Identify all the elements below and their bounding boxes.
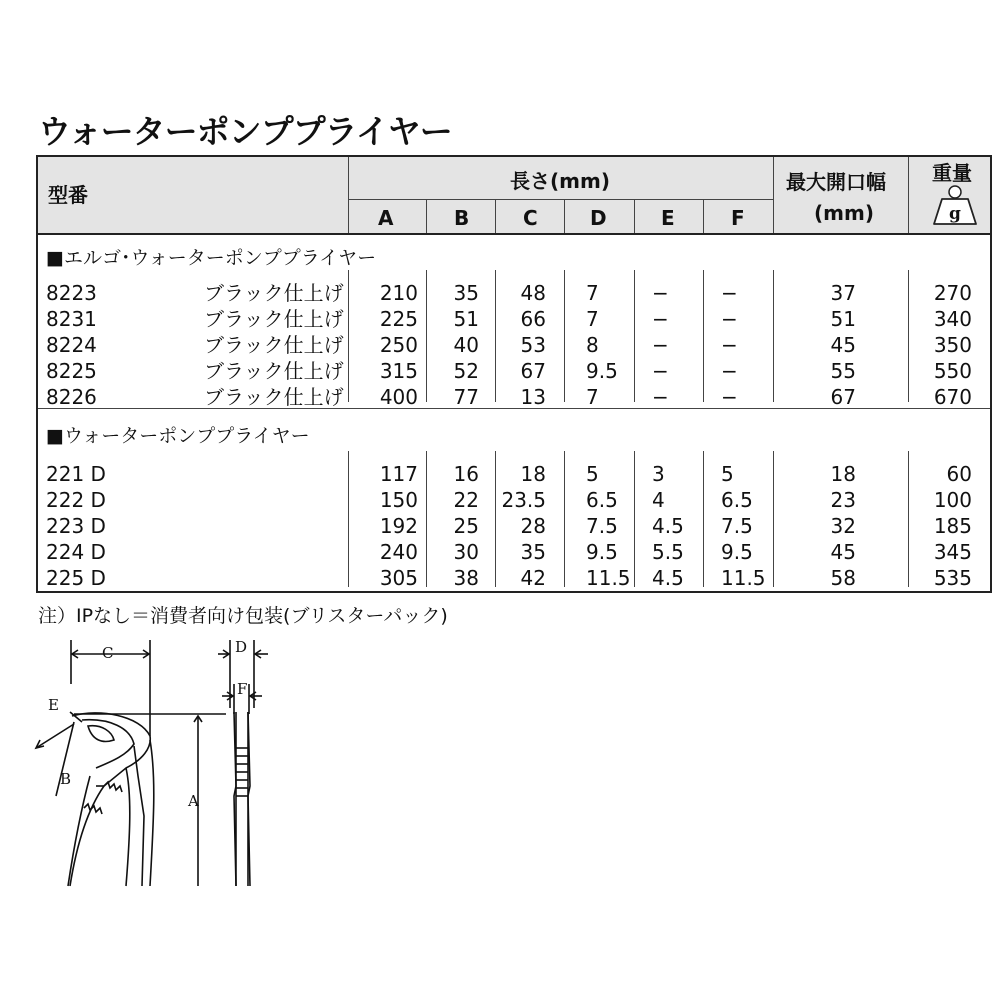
dim-c-cell: 53 (520, 333, 546, 357)
dim-a-cell: 225 (379, 307, 418, 331)
dim-e-cell: − (652, 385, 669, 409)
model-cell: 8224 (46, 333, 97, 357)
dim-b-cell: 38 (453, 566, 479, 590)
table-row (38, 279, 990, 305)
dim-a-cell: 315 (379, 359, 418, 383)
weight-cell: 350 (933, 333, 972, 357)
max-open-cell: 67 (830, 385, 856, 409)
dim-label-e: E (48, 696, 59, 714)
dim-c-cell: 66 (520, 307, 546, 331)
dim-c-cell: 48 (520, 281, 546, 305)
dim-d-cell: 6.5 (586, 488, 618, 512)
divider (348, 199, 773, 200)
dim-c-cell: 35 (520, 540, 546, 564)
header-col-d: D (590, 206, 607, 230)
dim-f-cell: − (721, 359, 738, 383)
footnote: 注）IPなし＝消費者向け包装(ブリスターパック) (38, 605, 448, 627)
dim-b-cell: 51 (453, 307, 479, 331)
weight-cell: 535 (933, 566, 972, 590)
weight-cell: 60 (946, 462, 972, 486)
weight-icon-label: g (949, 204, 961, 224)
dim-b-cell: 16 (453, 462, 479, 486)
finish-cell: ブラック仕上げ (204, 359, 344, 383)
header-model: 型番 (48, 183, 88, 207)
header-col-b: B (454, 206, 470, 230)
model-cell: 223 D (46, 514, 106, 538)
divider (426, 199, 427, 233)
section-label-ergo: ■エルゴ･ウォーターポンププライヤー (46, 247, 377, 269)
max-open-cell: 23 (830, 488, 856, 512)
dim-label-a: A (188, 792, 199, 810)
table-row (38, 538, 990, 564)
model-cell: 224 D (46, 540, 106, 564)
model-cell: 8231 (46, 307, 97, 331)
dim-e-cell: 3 (652, 462, 665, 486)
dim-c-cell: 13 (520, 385, 546, 409)
header-col-f: F (731, 206, 745, 230)
weight-cell: 270 (933, 281, 972, 305)
model-cell: 8226 (46, 385, 97, 409)
dim-b-cell: 35 (453, 281, 479, 305)
max-open-cell: 45 (830, 333, 856, 357)
section-label-standard: ■ウォーターポンププライヤー (46, 425, 310, 447)
header-col-c: C (523, 206, 538, 230)
dim-e-cell: − (652, 281, 669, 305)
dim-f-cell: − (721, 307, 738, 331)
dim-f-cell: 6.5 (721, 488, 753, 512)
dim-label-c: C (102, 644, 114, 662)
dim-e-cell: − (652, 307, 669, 331)
dim-b-cell: 25 (453, 514, 479, 538)
divider (703, 199, 704, 233)
dim-e-cell: − (652, 359, 669, 383)
dim-d-cell: 7 (586, 281, 599, 305)
model-cell: 8225 (46, 359, 97, 383)
dim-c-cell: 23.5 (501, 488, 546, 512)
table-row (38, 486, 990, 512)
dim-b-cell: 52 (453, 359, 479, 383)
divider (348, 157, 349, 233)
divider (773, 157, 774, 233)
header-col-a: A (378, 206, 394, 230)
max-open-cell: 37 (830, 281, 856, 305)
spec-table (36, 155, 992, 593)
dim-a-cell: 240 (379, 540, 418, 564)
finish-cell: ブラック仕上げ (204, 281, 344, 305)
max-open-cell: 55 (830, 359, 856, 383)
table-header (38, 157, 990, 235)
dim-a-cell: 150 (379, 488, 418, 512)
dim-a-cell: 305 (379, 566, 418, 590)
model-cell: 225 D (46, 566, 106, 590)
weight-cell: 670 (933, 385, 972, 409)
table-row (38, 460, 990, 486)
dim-d-cell: 7 (586, 307, 599, 331)
divider (564, 199, 565, 233)
dim-b-cell: 22 (453, 488, 479, 512)
dim-f-cell: 9.5 (721, 540, 753, 564)
dim-d-cell: 7.5 (586, 514, 618, 538)
dim-b-cell: 30 (453, 540, 479, 564)
dim-f-cell: − (721, 385, 738, 409)
dim-c-cell: 28 (520, 514, 546, 538)
dim-label-d: D (235, 638, 248, 656)
table-row (38, 512, 990, 538)
weight-cell: 345 (933, 540, 972, 564)
dim-b-cell: 40 (453, 333, 479, 357)
dim-a-cell: 117 (379, 462, 418, 486)
dim-a-cell: 210 (379, 281, 418, 305)
header-weight: 重量 (932, 161, 972, 185)
max-open-cell: 18 (830, 462, 856, 486)
dim-label-f: F (237, 680, 248, 698)
finish-cell: ブラック仕上げ (204, 385, 344, 409)
table-row (38, 331, 990, 357)
page-title: ウォーターポンププライヤー (38, 112, 452, 151)
dim-c-cell: 18 (520, 462, 546, 486)
divider (634, 199, 635, 233)
max-open-cell: 58 (830, 566, 856, 590)
dim-d-cell: 8 (586, 333, 599, 357)
dim-a-cell: 400 (379, 385, 418, 409)
dim-d-cell: 5 (586, 462, 599, 486)
header-max-open-unit: (mm) (814, 201, 874, 225)
dim-label-b: B (60, 770, 72, 788)
weight-cell: 340 (933, 307, 972, 331)
finish-cell: ブラック仕上げ (204, 333, 344, 357)
dim-b-cell: 77 (453, 385, 479, 409)
weight-cell: 185 (933, 514, 972, 538)
dim-f-cell: 11.5 (721, 566, 766, 590)
dim-c-cell: 67 (520, 359, 546, 383)
dim-e-cell: 4.5 (652, 514, 684, 538)
dim-e-cell: − (652, 333, 669, 357)
header-length: 長さ(mm) (510, 169, 610, 193)
dim-e-cell: 4 (652, 488, 665, 512)
header-col-e: E (661, 206, 675, 230)
dim-a-cell: 192 (379, 514, 418, 538)
table-row (38, 383, 990, 409)
max-open-cell: 51 (830, 307, 856, 331)
model-cell: 8223 (46, 281, 97, 305)
header-max-open: 最大開口幅 (786, 170, 886, 194)
finish-cell: ブラック仕上げ (204, 307, 344, 331)
table-row (38, 564, 990, 590)
dim-f-cell: − (721, 281, 738, 305)
dim-d-cell: 11.5 (586, 566, 631, 590)
table-row (38, 357, 990, 383)
divider (908, 157, 909, 233)
max-open-cell: 32 (830, 514, 856, 538)
weight-cell: 550 (933, 359, 972, 383)
dim-f-cell: 5 (721, 462, 734, 486)
max-open-cell: 45 (830, 540, 856, 564)
model-cell: 221 D (46, 462, 106, 486)
dim-f-cell: − (721, 333, 738, 357)
divider (495, 199, 496, 233)
dim-e-cell: 5.5 (652, 540, 684, 564)
weight-cell: 100 (933, 488, 972, 512)
weight-icon (932, 185, 978, 227)
plier-dimension-diagram (30, 636, 280, 896)
model-cell: 222 D (46, 488, 106, 512)
dim-f-cell: 7.5 (721, 514, 753, 538)
dim-d-cell: 9.5 (586, 359, 618, 383)
dim-c-cell: 42 (520, 566, 546, 590)
dim-a-cell: 250 (379, 333, 418, 357)
table-row (38, 305, 990, 331)
dim-d-cell: 7 (586, 385, 599, 409)
dim-e-cell: 4.5 (652, 566, 684, 590)
dim-d-cell: 9.5 (586, 540, 618, 564)
